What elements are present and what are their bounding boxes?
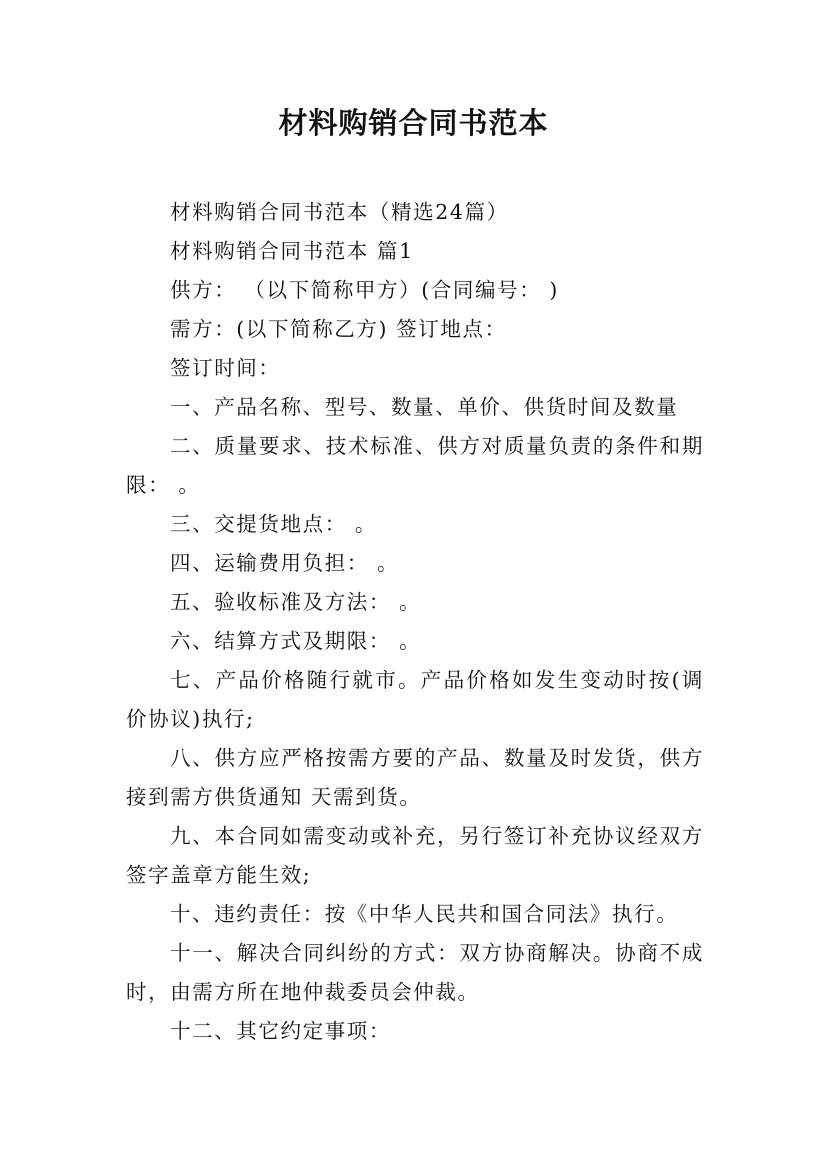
paragraph-supplier: 供方： （以下简称甲方）(合同编号： ) bbox=[170, 278, 560, 302]
clause-1: 一、产品名称、型号、数量、单价、供货时间及数量 bbox=[170, 395, 679, 419]
clause-9: 九、本合同如需变动或补充，另行签订补充协议经双方签字盖章方能生效; bbox=[126, 824, 704, 887]
clause-10: 十、违约责任：按《中华人民共和国合同法》执行。 bbox=[170, 902, 679, 926]
paragraph-section-heading: 材料购销合同书范本 篇1 bbox=[170, 239, 414, 263]
clause-12: 十二、其它约定事项： bbox=[170, 1019, 391, 1043]
paragraph-subtitle: 材料购销合同书范本（精选24篇） bbox=[170, 200, 509, 224]
document-title: 材料购销合同书范本 bbox=[278, 106, 549, 140]
clause-2: 二、质量要求、技术标准、供方对质量负责的条件和期限： 。 bbox=[126, 434, 704, 497]
document-body bbox=[126, 193, 704, 1051]
clause-3: 三、交提货地点： 。 bbox=[170, 512, 378, 536]
clause-11: 十一、解决合同纠纷的方式：双方协商解决。协商不成时，由需方所在地仲裁委员会仲裁。 bbox=[126, 941, 704, 1004]
clause-6: 六、结算方式及期限： 。 bbox=[170, 629, 422, 653]
clause-8: 八、供方应严格按需方要的产品、数量及时发货，供方接到需方供货通知 天需到货。 bbox=[126, 746, 704, 809]
paragraph-buyer: 需方：(以下简称乙方) 签订地点： bbox=[170, 317, 507, 341]
clause-7: 七、产品价格随行就市。产品价格如发生变动时按(调价协议)执行; bbox=[126, 668, 704, 731]
paragraph-sign-date: 签订时间： bbox=[170, 356, 281, 380]
clause-4: 四、运输费用负担： 。 bbox=[170, 551, 400, 575]
clause-5: 五、验收标准及方法： 。 bbox=[170, 590, 422, 614]
